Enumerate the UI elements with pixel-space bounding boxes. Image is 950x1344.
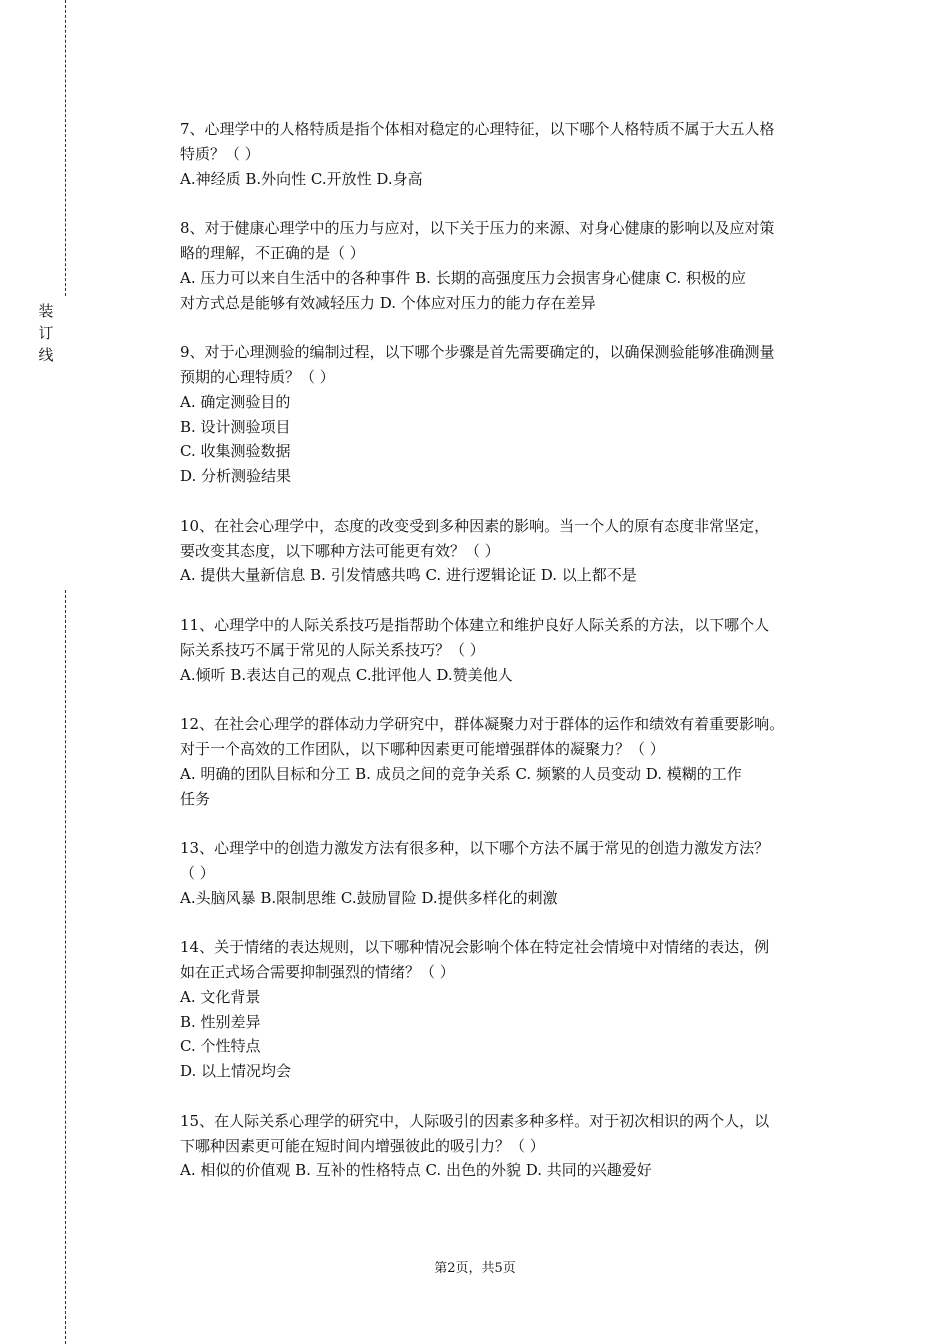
question-block <box>180 836 855 910</box>
binding-line-bottom <box>65 590 66 1344</box>
question-option-line: A.头脑风暴 B.限制思维 C.鼓励冒险 D.提供多样化的刺激 <box>180 888 558 907</box>
question-option-line: B. 设计测验项目 <box>180 417 291 436</box>
question-option-line: A. 确定测验目的 <box>180 392 291 411</box>
question-option-line: D. 分析测验结果 <box>180 467 292 486</box>
question-block <box>180 613 855 687</box>
question-option-line: A.神经质 B.外向性 C.开放性 D.身高 <box>180 169 423 188</box>
question-stem-line: 特质？（ ） <box>180 144 260 163</box>
question-option-line: A. 压力可以来自生活中的各种事件 B. 长期的高强度压力会损害身心健康 C. 积极的应 <box>180 268 746 287</box>
question-option-line: A. 提供大量新信息 B. 引发情感共鸣 C. 进行逻辑论证 D. 以上都不是 <box>180 566 637 585</box>
question-option-line: A. 文化背景 <box>180 987 261 1006</box>
question-stem-line: 10、在社会心理学中，态度的改变受到多种因素的影响。当一个人的原有态度非常坚定， <box>180 516 770 535</box>
question-stem-line: 如在正式场合需要抑制强烈的情绪？（ ） <box>180 963 455 982</box>
question-block <box>180 216 855 315</box>
binding-line-top <box>65 0 66 296</box>
page-footer: 第2页，共5页 <box>434 1261 516 1276</box>
question-stem-line: 12、在社会心理学的群体动力学研究中，群体凝聚力对于群体的运作和绩效有着重要影响。 <box>180 715 785 734</box>
question-option-line: C. 个性特点 <box>180 1037 261 1056</box>
binding-label-char: 线 <box>38 346 54 364</box>
question-option-line: B. 性别差异 <box>180 1012 261 1031</box>
question-option-line: 对方式总是能够有效减轻压力 D. 个体应对压力的能力存在差异 <box>180 293 596 312</box>
binding-label-char: 订 <box>38 324 54 342</box>
question-stem-line: 7、心理学中的人格特质是指个体相对稳定的心理特征，以下哪个人格特质不属于大五人格 <box>180 120 775 138</box>
binding-label <box>36 300 56 366</box>
question-block <box>180 935 855 1084</box>
question-stem-line: 略的理解，不正确的是（ ） <box>180 243 365 262</box>
question-option-line: A. 相似的价值观 B. 互补的性格特点 C. 出色的外貌 D. 共同的兴趣爱好 <box>180 1161 652 1180</box>
question-stem-line: 预期的心理特质？（ ） <box>180 367 335 386</box>
question-stem-line: 15、在人际关系心理学的研究中，人际吸引的因素多种多样。对于初次相识的两个人，以 <box>180 1111 770 1130</box>
question-block <box>180 340 855 489</box>
question-option-line: 任务 <box>180 789 211 808</box>
question-stem-line: 11、心理学中的人际关系技巧是指帮助个体建立和维护良好人际关系的方法，以下哪个人 <box>180 615 770 634</box>
question-option-line: A. 明确的团队目标和分工 B. 成员之间的竞争关系 C. 频繁的人员变动 D. 模糊的工作 <box>180 764 742 783</box>
question-option-line: D. 以上情况均会 <box>180 1062 292 1081</box>
question-stem-line: （ ） <box>180 863 215 882</box>
question-stem-line: 14、关于情绪的表达规则，以下哪种情况会影响个体在特定社会情境中对情绪的表达，例 <box>180 938 770 957</box>
question-stem-line: 对于一个高效的工作团队，以下哪种因素更可能增强群体的凝聚力？（ ） <box>180 739 665 758</box>
question-stem-line: 下哪种因素更可能在短时间内增强彼此的吸引力？（ ） <box>180 1136 545 1155</box>
question-option-line: A.倾听 B.表达自己的观点 C.批评他人 D.赞美他人 <box>180 665 513 684</box>
question-block <box>180 1109 855 1183</box>
binding-label-char: 装 <box>38 302 54 320</box>
question-stem-line: 际关系技巧不属于常见的人际关系技巧？（ ） <box>180 640 485 659</box>
question-list <box>180 117 855 1208</box>
question-block <box>180 117 855 191</box>
question-stem-line: 要改变其态度，以下哪种方法可能更有效？（ ） <box>180 541 500 560</box>
question-block <box>180 712 855 811</box>
question-option-line: C. 收集测验数据 <box>180 442 291 461</box>
question-block <box>180 514 855 588</box>
question-stem-line: 8、对于健康心理学中的压力与应对，以下关于压力的来源、对身心健康的影响以及应对策 <box>180 219 775 238</box>
question-stem-line: 13、心理学中的创造力激发方法有很多种，以下哪个方法不属于常见的创造力激发方法？ <box>180 839 770 858</box>
question-stem-line: 9、对于心理测验的编制过程，以下哪个步骤是首先需要确定的，以确保测验能够准确测量 <box>180 343 775 362</box>
